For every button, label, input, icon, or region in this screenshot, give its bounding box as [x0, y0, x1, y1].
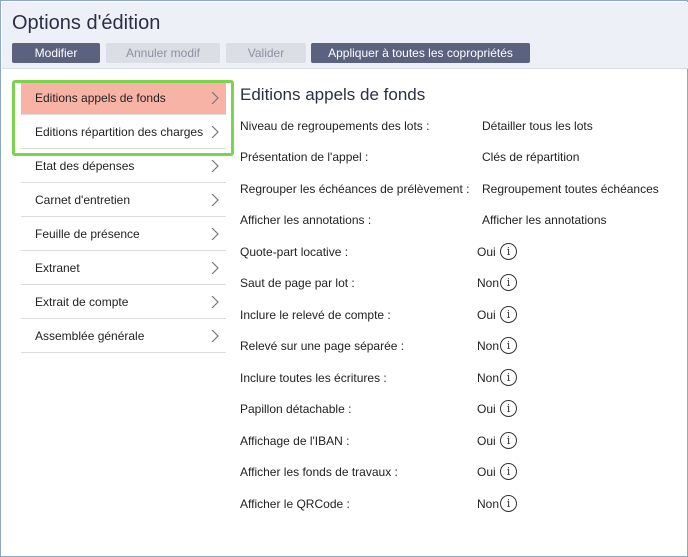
- setting-row: [240, 337, 680, 357]
- chevron-right-icon: [210, 285, 222, 319]
- valider-button[interactable]: Valider: [226, 43, 306, 63]
- sidebar-item-carnet-d-entretien[interactable]: [21, 183, 226, 217]
- info-icon[interactable]: i: [500, 400, 517, 417]
- sidebar-item-label: Assemblée générale: [35, 329, 145, 343]
- page-title: Options d'édition: [12, 12, 161, 34]
- setting-value[interactable]: Non: [477, 276, 500, 290]
- sidebar: [21, 81, 226, 353]
- setting-value[interactable]: Oui: [477, 434, 496, 448]
- sidebar-item-label: Etat des dépenses: [35, 159, 135, 173]
- info-icon[interactable]: i: [500, 463, 517, 480]
- modifier-button[interactable]: Modifier: [12, 43, 100, 63]
- section-title: Editions appels de fonds: [240, 85, 426, 104]
- setting-label: Quote-part locative :: [240, 245, 349, 259]
- setting-row: [240, 243, 680, 263]
- setting-label: Niveau de regroupements des lots :: [240, 119, 430, 133]
- chevron-right-icon: [210, 149, 222, 183]
- setting-row: [240, 463, 680, 483]
- chevron-right-icon: [210, 115, 222, 149]
- setting-label: Affichage de l'IBAN :: [240, 434, 350, 448]
- sidebar-item-feuille-de-presence[interactable]: [21, 217, 226, 251]
- sidebar-item-label: Extrait de compte: [35, 295, 129, 309]
- info-icon[interactable]: i: [500, 243, 517, 260]
- info-icon[interactable]: i: [500, 306, 517, 323]
- info-icon[interactable]: i: [500, 274, 517, 291]
- appliquer-toutes-button[interactable]: Appliquer à toutes les copropriétés: [311, 43, 530, 63]
- setting-value[interactable]: Afficher les annotations: [482, 213, 607, 227]
- setting-row: [240, 180, 680, 200]
- sidebar-item-label: Editions répartition des charges: [35, 125, 204, 139]
- sidebar-item-assemblee-generale[interactable]: [21, 319, 226, 353]
- setting-label: Papillon détachable :: [240, 402, 352, 416]
- setting-row: [240, 148, 680, 168]
- setting-value[interactable]: Regroupement toutes échéances: [482, 182, 659, 196]
- setting-label: Relevé sur une page séparée :: [240, 339, 405, 353]
- setting-value[interactable]: Oui: [477, 245, 496, 259]
- chevron-right-icon: [210, 251, 222, 285]
- sidebar-item-etat-des-depenses[interactable]: [21, 149, 226, 183]
- info-icon[interactable]: i: [500, 369, 517, 386]
- annuler-modif-button[interactable]: Annuler modif: [106, 43, 220, 63]
- setting-row: [240, 495, 680, 515]
- setting-value[interactable]: Non: [477, 371, 500, 385]
- setting-label: Saut de page par lot :: [240, 276, 355, 290]
- setting-label: Afficher le QRCode :: [240, 497, 350, 511]
- setting-row: [240, 369, 680, 389]
- setting-label: Afficher les fonds de travaux :: [240, 465, 398, 479]
- info-icon[interactable]: i: [500, 495, 517, 512]
- chevron-right-icon: [210, 81, 222, 115]
- setting-row: [240, 432, 680, 452]
- settings-panel: [240, 85, 680, 511]
- setting-label: Présentation de l'appel :: [240, 150, 369, 164]
- setting-row: [240, 211, 680, 231]
- sidebar-item-extrait-de-compte[interactable]: [21, 285, 226, 319]
- setting-value[interactable]: Non: [477, 497, 500, 511]
- setting-value[interactable]: Détailler tous les lots: [482, 119, 593, 133]
- info-icon[interactable]: i: [500, 337, 517, 354]
- sidebar-item-label: Carnet d'entretien: [35, 193, 131, 207]
- sidebar-item-label: Editions appels de fonds: [35, 91, 166, 105]
- setting-label: Regrouper les échéances de prélèvement :: [240, 182, 470, 196]
- setting-row: [240, 274, 680, 294]
- chevron-right-icon: [210, 183, 222, 217]
- setting-value[interactable]: Non: [477, 339, 500, 353]
- setting-row: [240, 306, 680, 326]
- chevron-right-icon: [210, 217, 222, 251]
- sidebar-item-label: Feuille de présence: [35, 227, 140, 241]
- sidebar-item-editions-repartition-des-charges[interactable]: [21, 115, 226, 149]
- setting-row: [240, 117, 680, 137]
- setting-value[interactable]: Oui: [477, 308, 496, 322]
- setting-value[interactable]: Oui: [477, 402, 496, 416]
- setting-value[interactable]: Clés de répartition: [482, 150, 580, 164]
- setting-label: Inclure toutes les écritures :: [240, 371, 387, 385]
- sidebar-item-label: Extranet: [35, 261, 80, 275]
- chevron-right-icon: [210, 319, 222, 353]
- setting-label: Inclure le relevé de compte :: [240, 308, 391, 322]
- setting-label: Afficher les annotations :: [240, 213, 372, 227]
- setting-value[interactable]: Oui: [477, 465, 496, 479]
- setting-row: [240, 400, 680, 420]
- info-icon[interactable]: i: [500, 432, 517, 449]
- sidebar-item-editions-appels-de-fonds[interactable]: [21, 81, 226, 115]
- sidebar-item-extranet[interactable]: [21, 251, 226, 285]
